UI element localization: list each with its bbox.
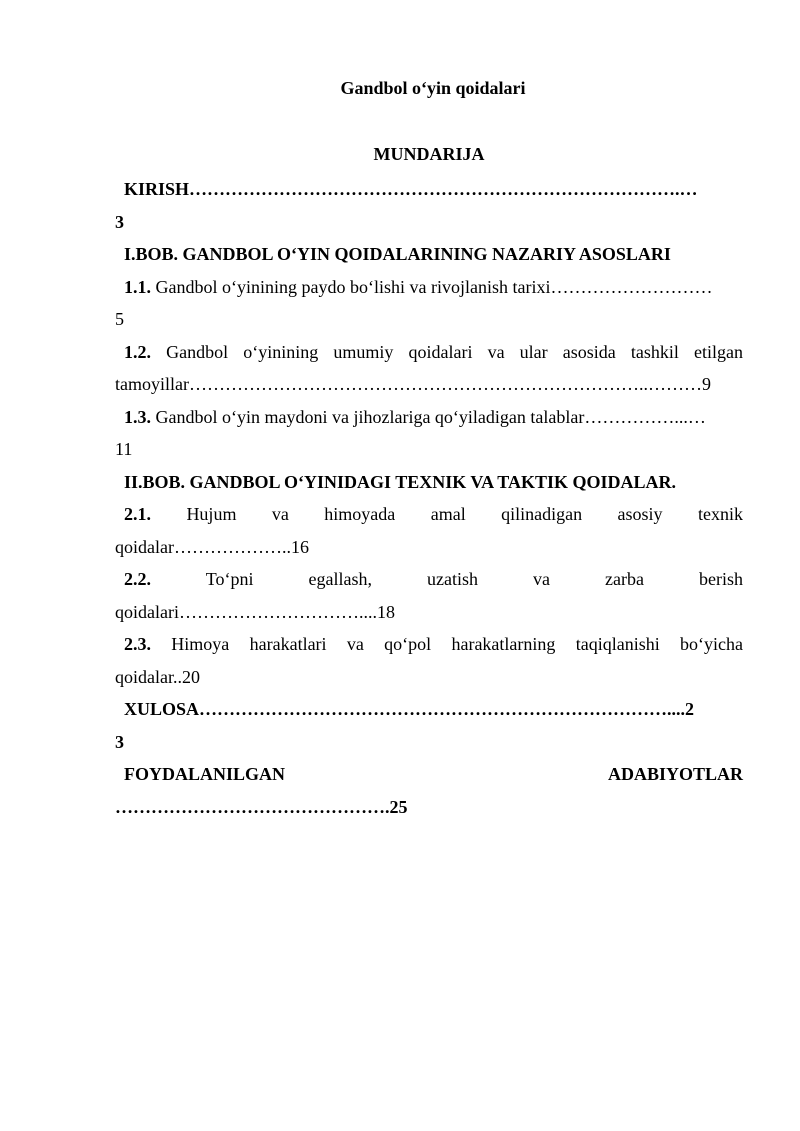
toc-entry-page: 5 — [115, 309, 124, 329]
toc-chapter-2: II.BOB. GANDBOL O‘YINIDAGI TEXNIK VA TAKTIK QOIDALAR. — [124, 471, 676, 492]
toc-chapter-1: I.BOB. GANDBOL O‘YIN QOIDALARINING NAZARIY ASOSLARI — [124, 244, 671, 264]
toc-entry-continuation: ……………………………………….25 — [115, 796, 408, 817]
toc-entry-text: Hujum va himoyada amal qilinadigan asosiy texnik — [151, 504, 743, 524]
toc-entry-page: 3 — [115, 211, 124, 232]
toc-entry-text: Gandbol o‘yinining umumiy qoidalari va ular asosida tashkil etilgan — [151, 341, 743, 362]
toc-entry-number: 2.2. — [124, 569, 151, 589]
document-title: Gandbol o‘yin qoidalari — [340, 78, 526, 98]
toc-entry-continuation: tamoyillar…………………………………………………………………..………9 — [115, 374, 711, 394]
toc-entry-continuation: qoidalar………………..16 — [115, 536, 309, 557]
toc-entry-text: To‘pni egallash, uzatish va zarba berish — [151, 569, 743, 589]
toc-entry-number: 2.3. — [124, 634, 151, 654]
toc-entry-text: XULOSA……………………………………………………………………....2 — [124, 699, 695, 719]
toc-entry-text: Gandbol o‘yin maydoni va jihozlariga qo‘yiladigan talablar……………...… — [151, 406, 706, 427]
toc-entry-xulosa — [115, 693, 743, 758]
toc-entry-1-2 — [115, 336, 743, 401]
toc-entry-references — [115, 758, 743, 823]
toc-entry-continuation: qoidalari…………………………....18 — [115, 601, 395, 622]
toc-entry-1-3 — [115, 401, 743, 466]
toc-entry-text: KIRISH……………………………………………………………………….… — [124, 179, 698, 199]
toc-entry-kirish — [115, 173, 743, 238]
toc-entry-number: 1.3. — [124, 406, 151, 427]
toc-entry-text: FOYDALANILGAN ADABIYOTLAR — [124, 764, 743, 784]
table-of-contents — [115, 173, 743, 823]
toc-entry-page: 11 — [115, 439, 133, 459]
toc-entry-number: 1.2. — [124, 341, 151, 362]
toc-entry-page: 3 — [115, 731, 124, 752]
toc-heading: MUNDARIJA — [373, 144, 485, 164]
toc-entry-continuation: qoidalar..20 — [115, 666, 200, 687]
toc-entry-number: 1.1. — [124, 276, 151, 297]
toc-entry-2-3 — [115, 628, 743, 693]
toc-entry-text: Gandbol o‘yinining paydo bo‘lishi va rivojlanish tarixi……………………… — [151, 276, 713, 297]
toc-entry-text: Himoya harakatlari va qo‘pol harakatlarning taqiqlanishi bo‘yicha — [151, 634, 743, 654]
toc-entry-2-1 — [115, 498, 743, 563]
toc-entry-2-2 — [115, 563, 743, 628]
toc-entry-number: 2.1. — [124, 504, 151, 524]
toc-entry-1-1 — [115, 271, 743, 336]
